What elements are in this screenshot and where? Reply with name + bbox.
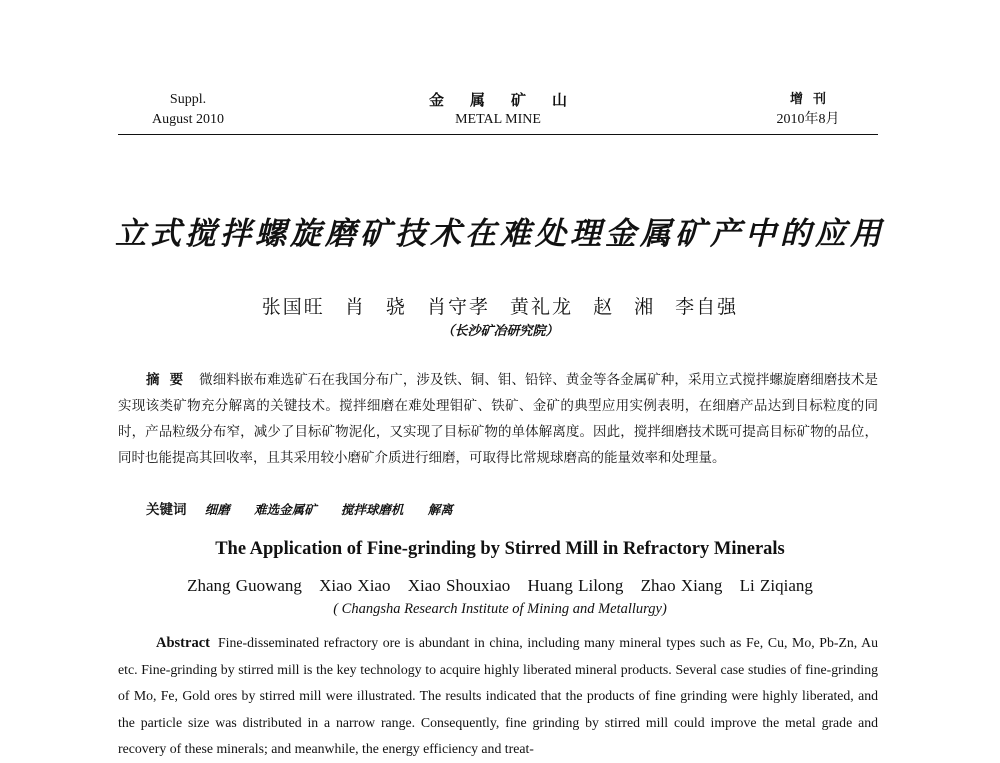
journal-name-en: METAL MINE xyxy=(455,112,541,127)
author-cn: 李自强 xyxy=(675,296,739,318)
keywords-label-cn: 关键词 xyxy=(146,502,187,518)
author-cn: 黄礼龙 xyxy=(510,296,574,318)
header-suppl: Suppl. xyxy=(169,92,207,107)
author-en: Huang Lilong xyxy=(527,576,624,595)
paper-title-en: The Application of Fine-grinding by Stirred Mill in Refractory Minerals xyxy=(215,539,785,559)
header-right xyxy=(738,90,878,130)
journal-name-cn: 金属矿山 xyxy=(428,91,593,109)
paper-title-cn: 立式搅拌螺旋磨矿技术在难处理金属矿产中的应用 xyxy=(115,216,885,252)
author-cn: 张国旺 xyxy=(261,296,325,318)
abstract-en xyxy=(118,630,878,763)
abstract-label-cn: 摘要 xyxy=(146,372,194,388)
author-en: Zhang Guowang xyxy=(187,576,302,595)
author-cn: 肖守孝 xyxy=(426,296,490,318)
affiliation-en: ( Changsha Research Institute of Mining and Metallurgy) xyxy=(333,601,667,617)
author-en: Li Ziqiang xyxy=(739,576,813,595)
header-date-cn: 2010年8月 xyxy=(776,112,840,127)
author-list-en xyxy=(100,574,900,598)
journal-header xyxy=(118,90,878,135)
author-cn: 肖 骁 xyxy=(344,296,407,318)
keyword-cn: 难选金属矿 xyxy=(254,502,317,517)
author-en: Xiao Shouxiao xyxy=(407,576,511,595)
header-center xyxy=(378,90,618,130)
abstract-text-en: Fine-disseminated refractory ore is abundant in china, including many mineral types such as Fe, Cu, Mo, Pb-Zn, Au etc. Fine-grinding by stirred mill is the key technology to acquire highly liberated mineral products. Several case studies of fine-grinding of Mo, Fe, Gold ores by stirred mill were illustrated. The results indicated that the products of fine grinding were highly liberated, and the particle size was distributed in a narrow range. Consequently, fine grinding by stirred mill could improve the metal grade and recovery of these minerals; and meanwhile, the energy efficiency and treat- xyxy=(118,635,878,756)
abstract-cn xyxy=(118,367,878,471)
author-cn: 赵 湘 xyxy=(593,296,656,318)
affiliation-cn: （长沙矿冶研究院） xyxy=(441,324,559,339)
keyword-cn: 细磨 xyxy=(204,502,230,517)
author-en: Xiao Xiao xyxy=(319,576,391,595)
keywords-cn xyxy=(118,498,878,522)
abstract-text-cn: 微细料嵌布难选矿石在我国分布广，涉及铁、铜、钼、铅锌、黄金等各金属矿种，采用立式搅拌螺旋磨细磨技术是实现该类矿物充分解离的关键技术。搅拌细磨在难处理钼矿、铁矿、金矿的典型应用实例表明，在细磨产品达到目标粒度的同时，产品粒级分布窄，减少了目标矿物泥化，又实现了目标矿物的单体解离度。因此，搅拌细磨技术既可提高目标矿物的品位，同时也能提高其回收率，且其采用较小磨矿介质进行细磨，可取得比常规球磨高的能量效率和处理量。 xyxy=(118,372,879,466)
header-date-en: August 2010 xyxy=(152,112,224,127)
author-en: Zhao Xiang xyxy=(640,576,723,595)
header-left xyxy=(118,90,258,130)
abstract-label-en: Abstract xyxy=(156,635,210,651)
keyword-cn: 解离 xyxy=(427,502,453,517)
header-suppl-cn: 增刊 xyxy=(789,92,836,107)
keyword-cn: 搅拌球磨机 xyxy=(340,502,404,517)
author-list-cn xyxy=(100,294,900,320)
